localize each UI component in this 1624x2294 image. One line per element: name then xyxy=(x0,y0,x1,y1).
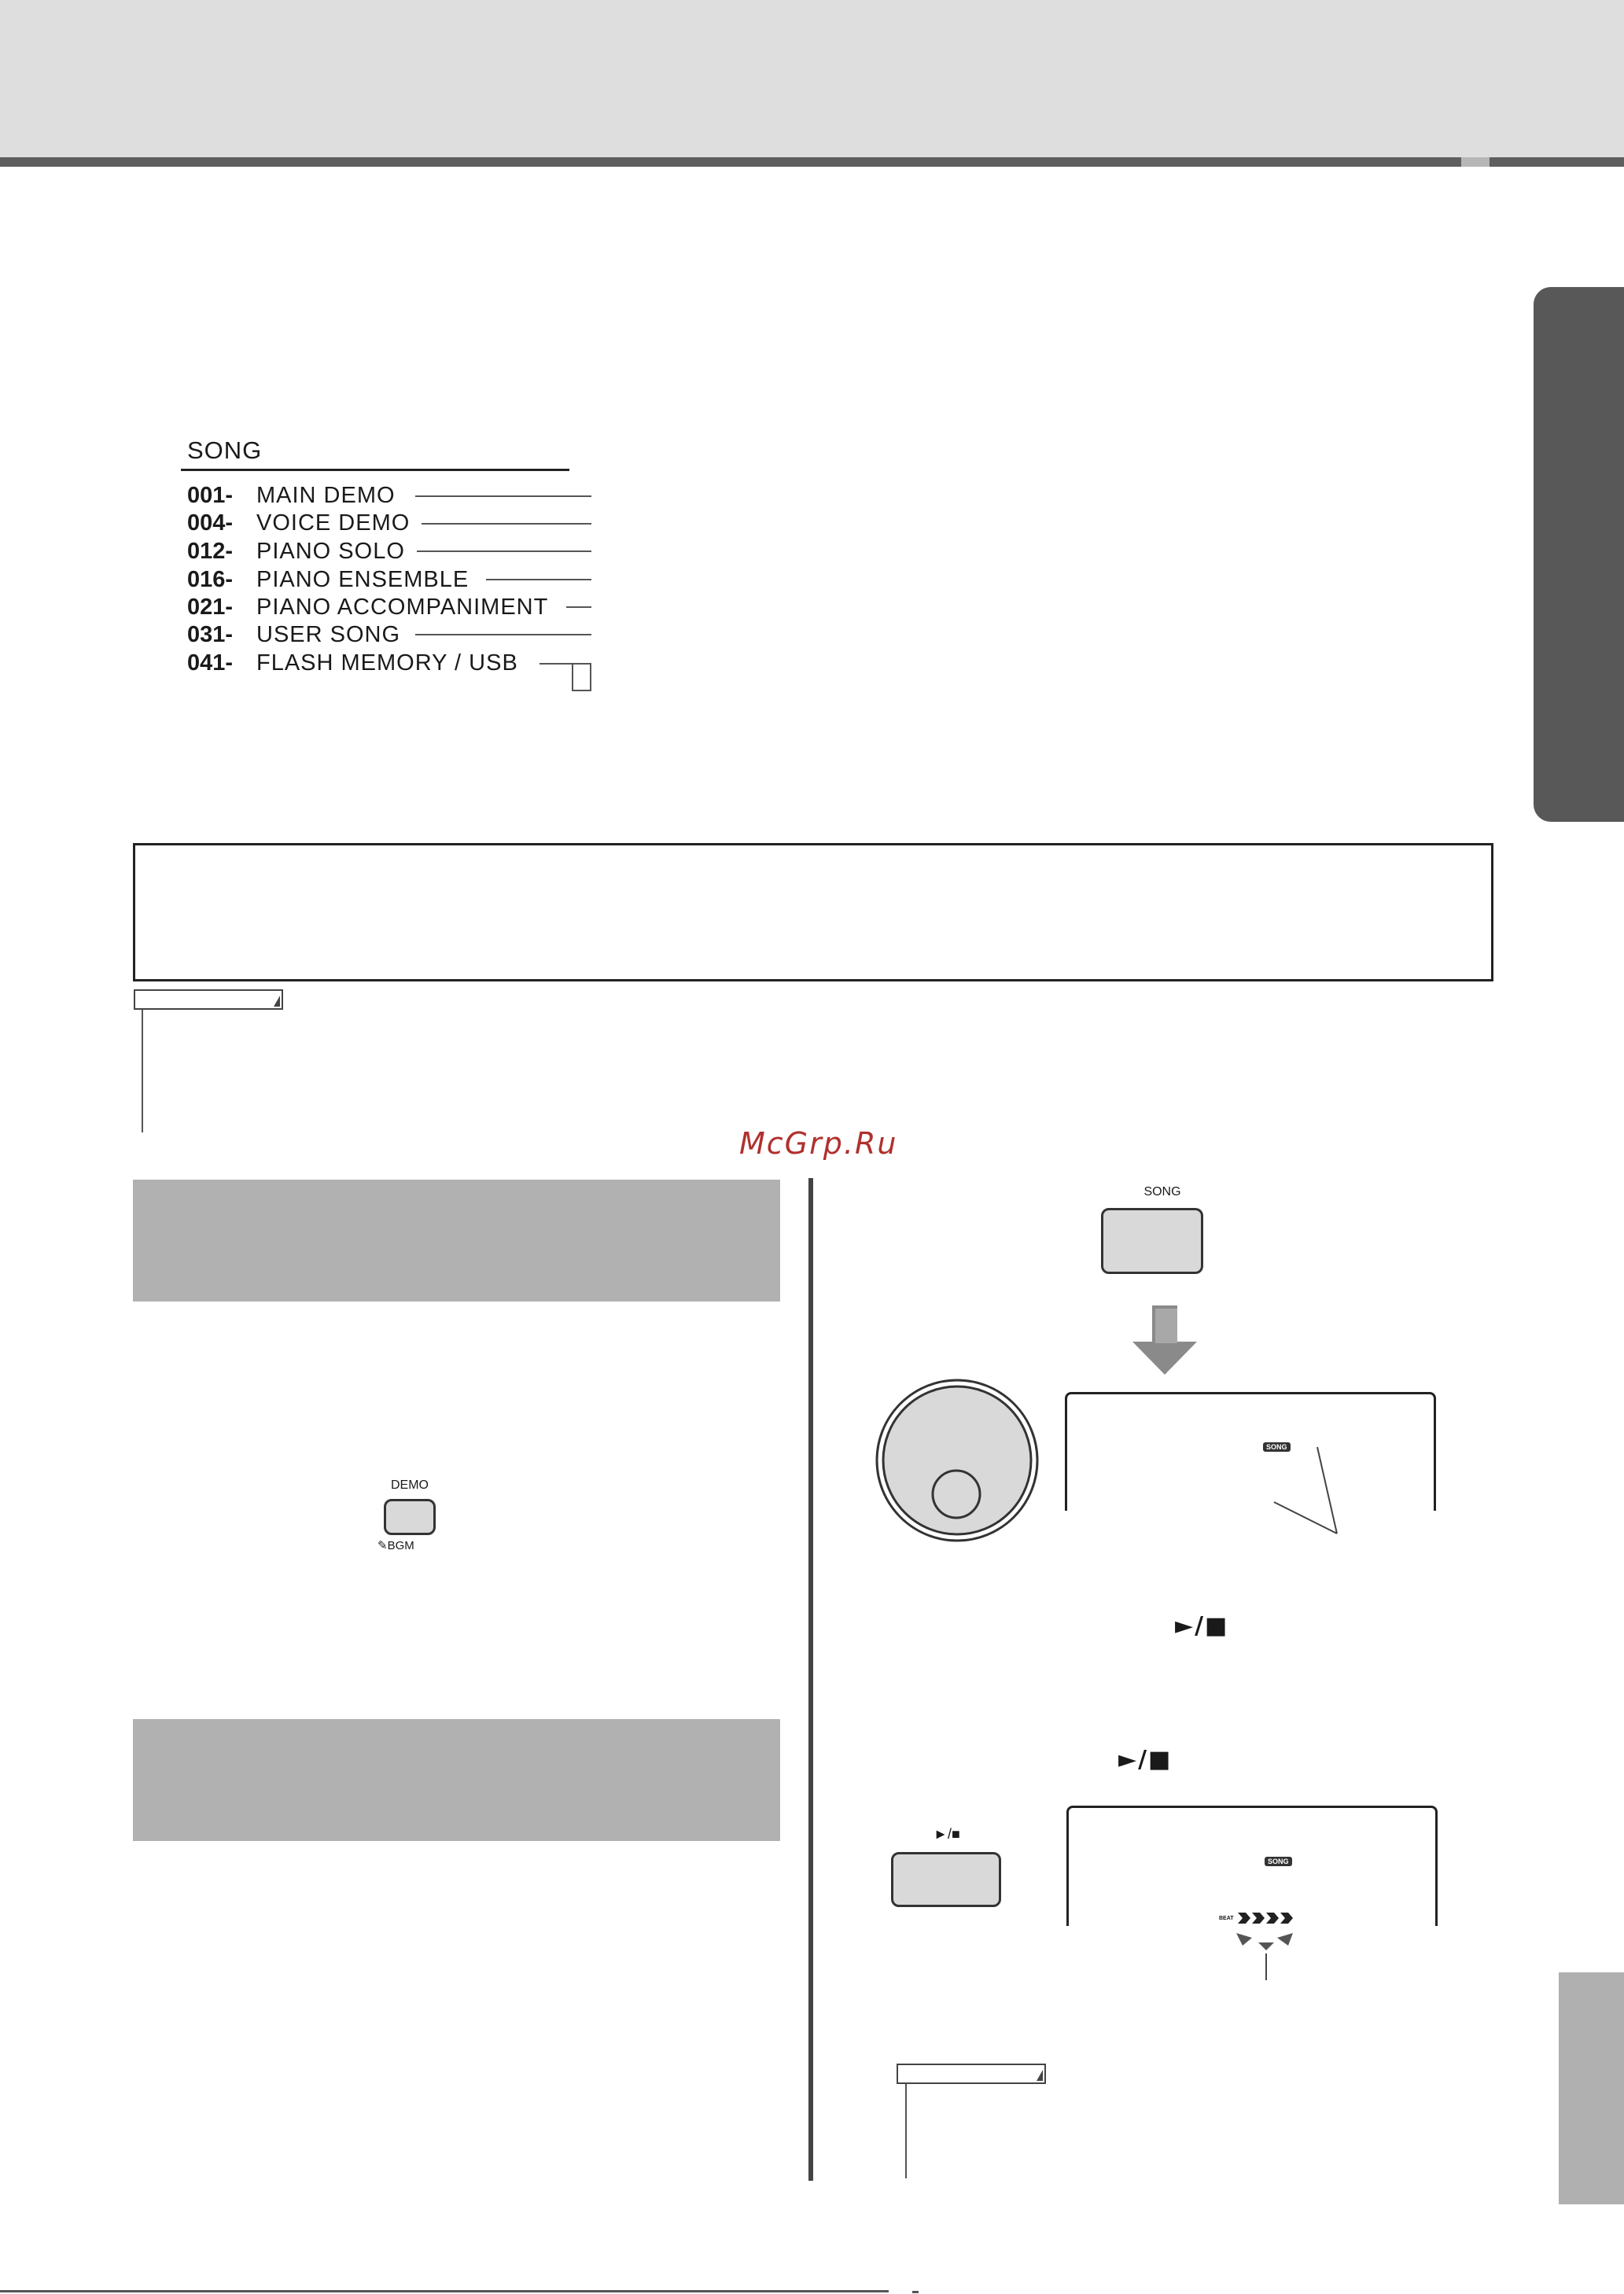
song-list-title-rule xyxy=(181,469,569,471)
song-category: PIANO SOLO xyxy=(256,538,405,564)
song-number: 004- xyxy=(187,510,234,536)
leader-line xyxy=(572,663,591,665)
song-category: FLASH MEMORY / USB xyxy=(256,650,518,676)
song-number: 031- xyxy=(187,621,234,647)
lcd-display xyxy=(1065,1392,1436,1511)
song-list-item xyxy=(187,650,518,676)
song-number: 021- xyxy=(187,594,234,620)
song-category: PIANO ENSEMBLE xyxy=(256,566,470,592)
song-list-item xyxy=(187,510,410,536)
chapter-side-tab xyxy=(1534,287,1624,822)
note-rule xyxy=(142,1010,143,1132)
watermark: McGrp.Ru xyxy=(739,1126,898,1161)
song-number: 001- xyxy=(187,482,234,508)
footer-mark xyxy=(912,2291,919,2293)
song-list-title: SONG xyxy=(187,436,263,464)
leader-line xyxy=(415,634,591,635)
footer-rule xyxy=(0,2290,889,2292)
song-indicator: SONG xyxy=(1265,1857,1292,1866)
leader-line xyxy=(566,606,591,608)
song-indicator: SONG xyxy=(1263,1442,1291,1452)
column-divider xyxy=(808,1178,813,2181)
song-category: PIANO ACCOMPANIMENT xyxy=(256,594,549,620)
play-stop-button[interactable] xyxy=(891,1852,1001,1907)
song-list-item xyxy=(187,566,469,593)
section-heading-box xyxy=(133,1180,780,1302)
beat-indicator-icon xyxy=(1236,1911,1299,1982)
song-button-label: SONG xyxy=(1143,1185,1181,1199)
leader-bracket xyxy=(590,663,591,691)
header-rule-accent xyxy=(1461,157,1490,167)
song-list-item xyxy=(187,482,396,509)
header-rule-end xyxy=(1490,157,1624,167)
bgm-caption xyxy=(377,1538,414,1552)
language-side-tab xyxy=(1559,1972,1624,2204)
play-stop-button-label: ►/■ xyxy=(934,1826,960,1842)
leader-line xyxy=(572,690,591,691)
demo-button[interactable] xyxy=(384,1499,436,1535)
note-tag-icon xyxy=(897,2064,1046,2084)
lcd-display xyxy=(1066,1806,1438,1926)
leader-bracket xyxy=(572,663,573,691)
header-band xyxy=(0,0,1624,157)
data-dial[interactable] xyxy=(875,1378,1040,1543)
callout-lines xyxy=(1266,1439,1345,1541)
header-rule xyxy=(0,157,1461,167)
play-stop-symbol: ►/■ xyxy=(1118,1746,1173,1773)
song-number: 012- xyxy=(187,538,234,564)
caution-box xyxy=(133,843,1493,981)
song-button[interactable] xyxy=(1101,1208,1203,1274)
section-heading-box xyxy=(133,1719,780,1841)
beat-label: BEAT xyxy=(1219,1916,1234,1921)
bgm-label: BGM xyxy=(387,1539,414,1552)
song-category: MAIN DEMO xyxy=(256,482,396,508)
song-list-item xyxy=(187,594,548,620)
song-number: 041- xyxy=(187,650,234,676)
demo-button-label: DEMO xyxy=(391,1478,429,1492)
song-category: USER SONG xyxy=(256,621,401,647)
leader-line xyxy=(417,550,591,552)
note-tag-icon xyxy=(134,989,283,1010)
arrow-down-icon xyxy=(1132,1305,1197,1376)
leader-line xyxy=(539,663,573,665)
song-category: VOICE DEMO xyxy=(256,510,411,536)
leader-line xyxy=(415,495,591,497)
leader-line xyxy=(422,523,591,525)
song-number: 016- xyxy=(187,566,234,592)
play-stop-symbol: ►/■ xyxy=(1175,1612,1229,1640)
pencil-icon: ✎ xyxy=(377,1539,388,1552)
note-rule xyxy=(905,2084,907,2178)
song-list-item xyxy=(187,621,400,648)
leader-line xyxy=(486,579,591,580)
song-list-item xyxy=(187,538,405,565)
